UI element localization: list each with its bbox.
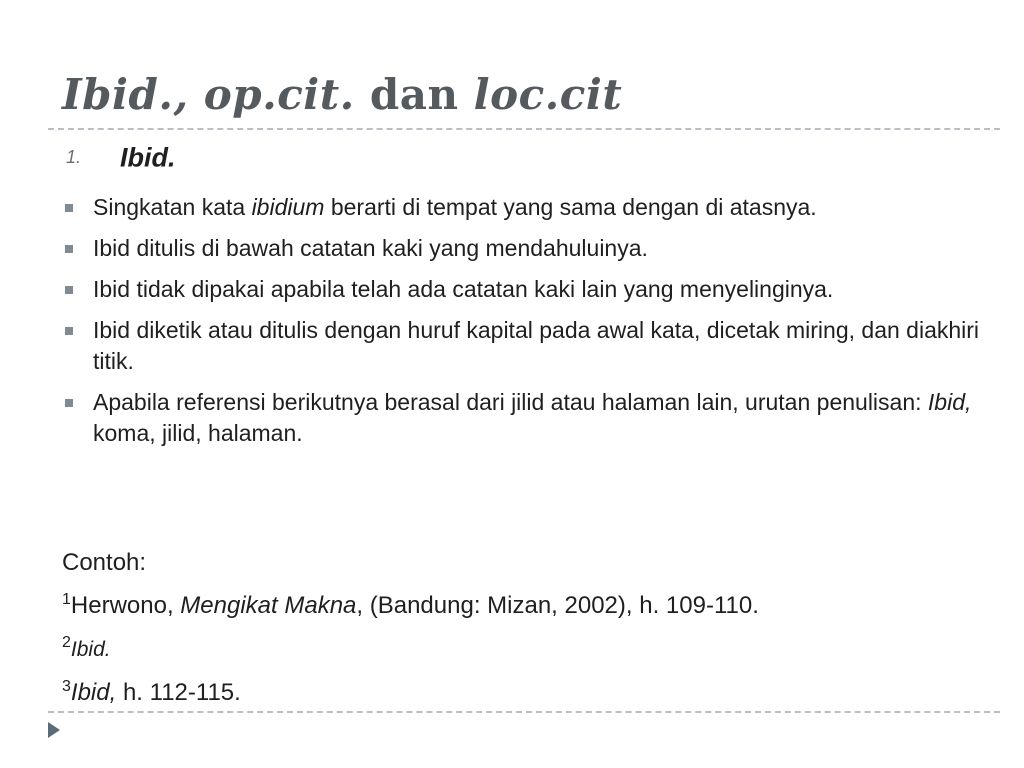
footnote-number: 1 [62, 591, 71, 608]
footnote-text: Herwono, [70, 592, 181, 619]
footnote-ibid: Ibid, [70, 679, 117, 706]
section-heading [66, 141, 176, 173]
title-part-3: loc.cit [473, 70, 623, 119]
title-part-2: dan [354, 70, 474, 119]
square-bullet-icon [65, 204, 73, 212]
bullet-text: Ibid ditulis di bawah catatan kaki yang mendahuluinya. [93, 235, 648, 261]
example-label: Contoh: [62, 549, 147, 576]
bullet-text-end: berarti di tempat yang sama dengan di atasnya. [324, 194, 817, 220]
bullet-text: Ibid diketik atau ditulis dengan huruf kapital pada awal kata, dicetak miring, dan diakhiri titik. [93, 317, 980, 374]
slide-title [62, 70, 622, 119]
bullet-text: Ibid tidak dipakai apabila telah ada catatan kaki lain yang menyelinginya. [93, 276, 834, 302]
square-bullet-icon [65, 286, 73, 294]
bullet-text: Apabila referensi berikutnya berasal dari jilid atau halaman lain, urutan penulisan: [93, 389, 928, 415]
footnote-number: 2 [62, 634, 71, 651]
bullet-item [60, 233, 980, 264]
bullet-item [60, 274, 980, 305]
play-arrow-icon[interactable] [48, 722, 60, 738]
heading-text: Ibid. [120, 142, 176, 173]
bullet-item [60, 315, 980, 377]
bullet-list [60, 192, 980, 459]
footnote-ibid: Ibid. [70, 638, 111, 661]
footnote-3 [62, 668, 759, 711]
heading-number: 1. [66, 147, 82, 168]
square-bullet-icon [65, 399, 73, 407]
square-bullet-icon [65, 327, 73, 335]
title-part-1: Ibid., op.cit. [62, 70, 355, 119]
title-divider [48, 128, 1000, 130]
footnote-number: 3 [62, 678, 71, 695]
bullet-text-end: koma, jilid, halaman. [93, 420, 303, 446]
footer-divider [48, 711, 1000, 713]
bullet-emphasis: ibidium [251, 194, 325, 220]
footnote-1 [62, 581, 759, 624]
square-bullet-icon [65, 245, 73, 253]
footnote-2 [62, 624, 759, 668]
example-block [62, 544, 759, 711]
bullet-item [60, 192, 980, 223]
bullet-text: Singkatan kata [93, 194, 252, 220]
bullet-item [60, 387, 980, 449]
footnote-text-end: , (Bandung: Mizan, 2002), h. 109-110. [356, 592, 759, 619]
bullet-emphasis: Ibid, [927, 389, 972, 415]
footnote-text-end: h. 112-115. [116, 679, 241, 706]
footnote-book-title: Mengikat Makna [180, 592, 357, 619]
